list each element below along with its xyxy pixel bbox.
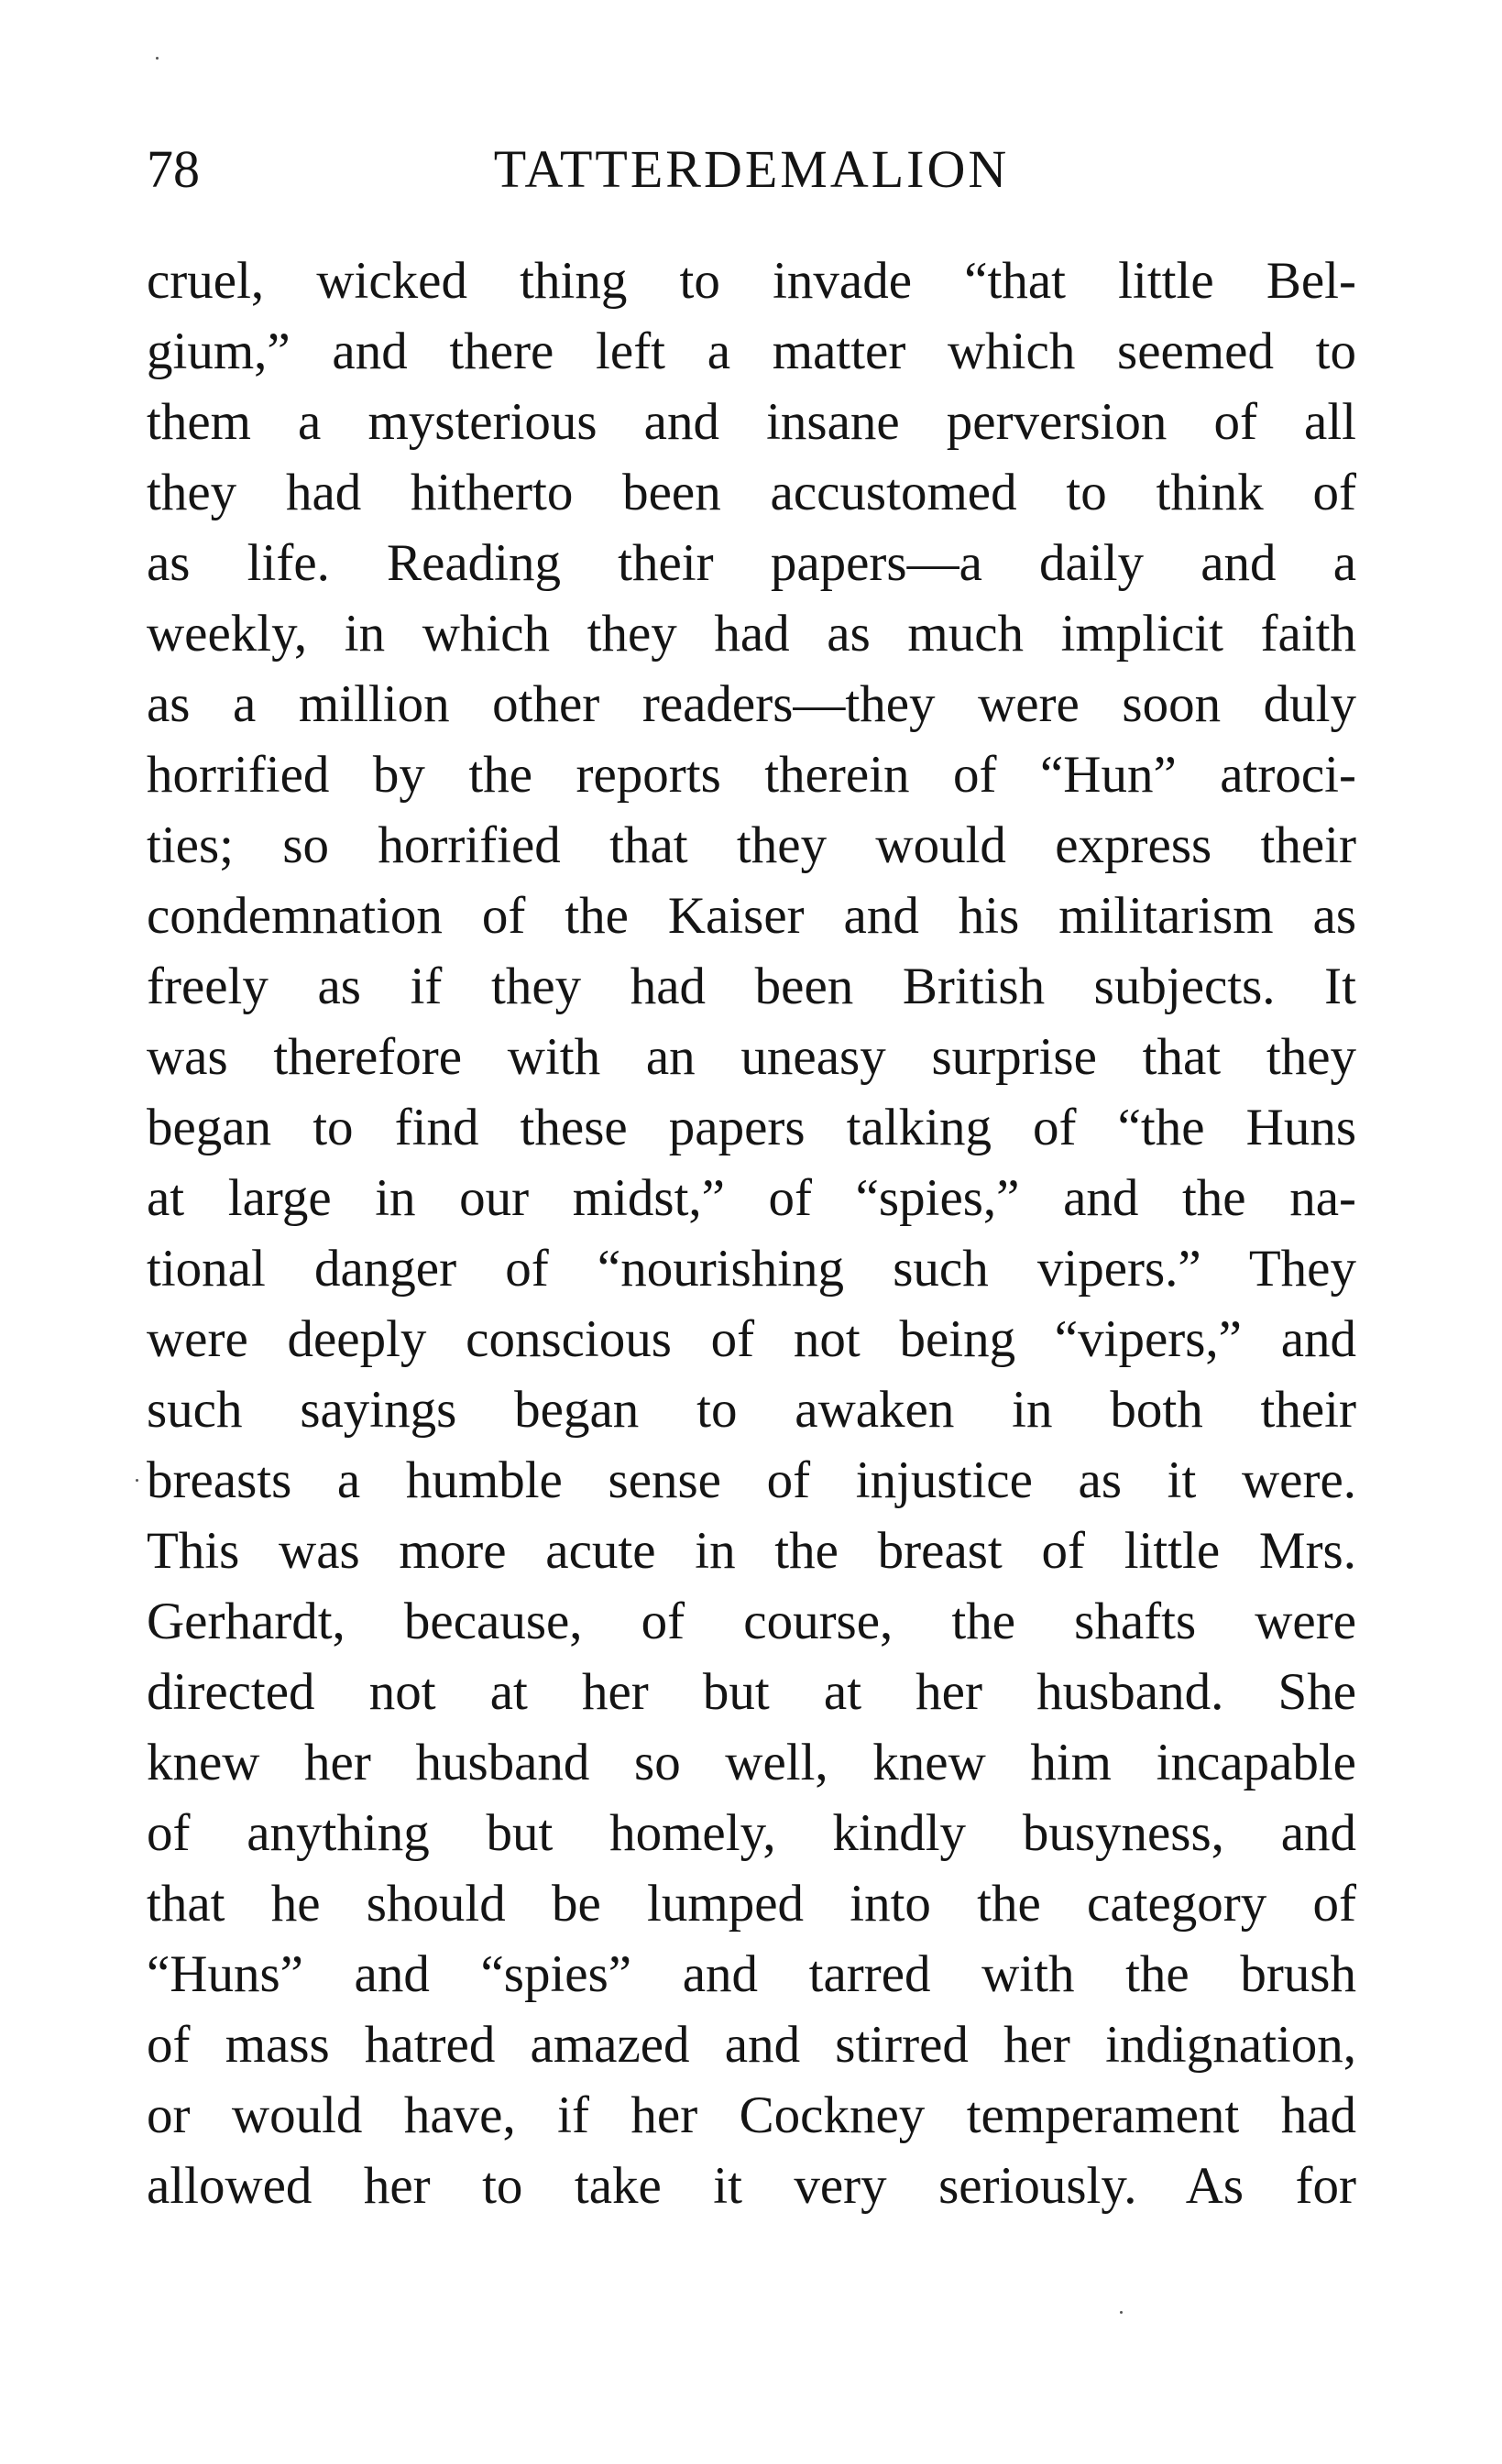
scan-speck [156, 57, 159, 60]
text-line: ties; so horrified that they would express their [147, 816, 1356, 874]
text-line: as life. Reading their papers—a daily and a [147, 534, 1356, 592]
page-header [147, 128, 1356, 211]
text-line: breasts a humble sense of injustice as it were. [147, 1451, 1356, 1509]
text-line: that he should be lumped into the category of [147, 1875, 1356, 1933]
text-line: “Huns” and “spies” and tarred with the brush [147, 1945, 1356, 2003]
text-line: them a mysterious and insane perversion of all [147, 393, 1356, 451]
text-line: or would have, if her Cockney temperament had [147, 2086, 1356, 2144]
text-line: allowed her to take it very seriously. As for [147, 2157, 1356, 2215]
text-line: freely as if they had been British subjects. It [147, 958, 1356, 1015]
text-line: weekly, in which they had as much implicit faith [147, 605, 1356, 663]
text-line: gium,” and there left a matter which seemed to [147, 323, 1356, 380]
page-number: 78 [147, 139, 200, 199]
scan-speck [1120, 2311, 1123, 2314]
text-line: Gerhardt, because, of course, the shafts were [147, 1593, 1356, 1650]
text-line: began to find these papers talking of “the Huns [147, 1099, 1356, 1156]
text-line: they had hitherto been accustomed to think of [147, 464, 1356, 521]
text-line: cruel, wicked thing to invade “that little Bel- [147, 252, 1356, 310]
text-line: tional danger of “nourishing such vipers.” They [147, 1240, 1356, 1298]
text-line: were deeply conscious of not being “vipers,” and [147, 1310, 1356, 1368]
text-line: was therefore with an uneasy surprise that they [147, 1028, 1356, 1086]
text-line: as a million other readers—they were soon duly [147, 675, 1356, 733]
text-line: such sayings began to awaken in both their [147, 1381, 1356, 1439]
text-line: condemnation of the Kaiser and his militarism as [147, 887, 1356, 945]
body-text [147, 246, 1356, 2221]
text-line: directed not at her but at her husband. She [147, 1663, 1356, 1721]
text-line: horrified by the reports therein of “Hun” atroci- [147, 746, 1356, 804]
text-line: of anything but homely, kindly busyness, and [147, 1804, 1356, 1862]
text-line: at large in our midst,” of “spies,” and the na- [147, 1169, 1356, 1227]
text-line: of mass hatred amazed and stirred her indignation, [147, 2016, 1356, 2074]
text-line: knew her husband so well, knew him incapable [147, 1734, 1356, 1791]
scan-speck [136, 1479, 138, 1482]
text-line: This was more acute in the breast of little Mrs. [147, 1522, 1356, 1580]
running-title: TATTERDEMALION [493, 139, 1010, 199]
